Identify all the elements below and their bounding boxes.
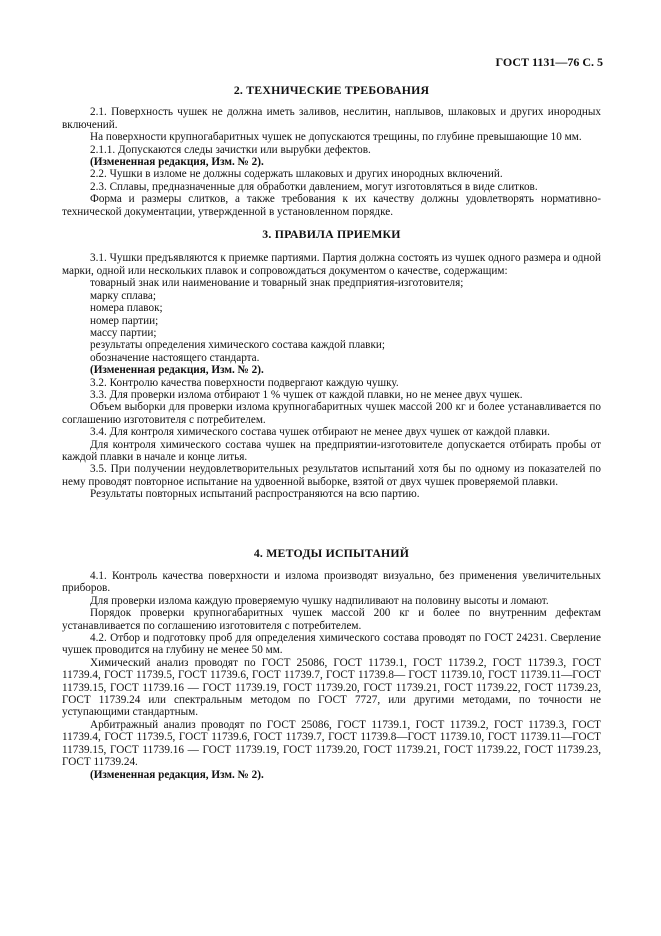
section-2-title: 2. ТЕХНИЧЕСКИЕ ТРЕБОВАНИЯ [233, 83, 430, 97]
paragraph: 2.1. Поверхность чушек не должна иметь заливов, неслитин, наплывов, шлаковых и других инородных включений. [62, 106, 601, 131]
list-item: результаты определения химического состава каждой плавки; [90, 339, 385, 352]
section-4-title: 4. МЕТОДЫ ИСПЫТАНИЙ [253, 545, 410, 560]
paragraph: На поверхности крупногабаритных чушек не допускаются трещины, по глубине превышающие 10 мм. [90, 131, 582, 144]
section-3-title: 3. ПРАВИЛА ПРИЕМКИ [262, 227, 401, 242]
paragraph: 2.3. Сплавы, предназначенные для обработки давлением, могут изготовляться в виде слитков. [90, 180, 538, 193]
running-header: ГОСТ 1131—76 С. 5 [495, 55, 603, 69]
paragraph: 4.1. Контроль качества поверхности и излома производят визуально, без применения увеличительных приборов. [62, 570, 601, 595]
list-item: номера плавок; [90, 302, 163, 315]
paragraph: Для проверки излома каждую проверяемую чушку надпиливают на половину высоты и ломают. [90, 594, 549, 607]
list-item: номер партии; [90, 314, 159, 327]
paragraph: 3.4. Для контроля химического состава чушек отбирают не менее двух чушек от каждой плавки. [90, 426, 550, 439]
list-item: обозначение настоящего стандарта. [90, 351, 260, 364]
list-item: марку сплава; [90, 289, 156, 302]
paragraph: Арбитражный анализ проводят по ГОСТ 25086, ГОСТ 11739.1, ГОСТ 11739.2, ГОСТ 11739.3, ГОСТ 11739.4, ГОСТ 11739.5, ГОСТ 11739.6, ГОСТ 11739.7, ГОСТ 11739.8—ГОСТ 11739.10, ГОСТ 11739.11—ГОСТ 11739.15, ГОСТ 11739.16 — ГОСТ 11739.19, ГОСТ 11739.20, ГОСТ 11739.21, ГОСТ 11739.22, ГОСТ 11739.23, ГОСТ 11739.24. [62, 718, 601, 769]
amendment-note: (Измененная редакция, Изм. № 2). [90, 364, 264, 377]
paragraph: 3.3. Для проверки излома отбирают 1 % чушек от каждой плавки, но не менее двух чушек. [90, 388, 523, 401]
paragraph: Объем выборки для проверки излома крупногабаритных чушек массой 200 кг и более устанавливается по соглашению изготовителя с потребителем. [62, 401, 601, 426]
list-item: массу партии; [90, 326, 157, 339]
paragraph: 2.2. Чушки в изломе не должны содержать шлаковых и других инородных включений. [90, 168, 503, 181]
paragraph: 3.1. Чушки предъявляются к приемке партиями. Партия должна состоять из чушек одного размера и одной марки, одной или нескольких плавок и сопровождаться документом о качестве, содержащим: [62, 252, 601, 277]
list-item: товарный знак или наименование и товарный знак предприятия-изготовителя; [90, 277, 464, 290]
paragraph: 2.1.1. Допускаются следы зачистки или вырубки дефектов. [90, 143, 371, 156]
paragraph: 3.5. При получении неудовлетворительных результатов испытаний хотя бы по одному из показателей по нему проводят повторное испытание на удвоенной выборке, взятой от двух чушек проверяемой плавки. [62, 463, 601, 488]
paragraph: Порядок проверки крупногабаритных чушек массой 200 кг и более по внутренним дефектам устанавливается по соглашению изготовителя с потребителем. [62, 607, 601, 632]
paragraph: 3.2. Контролю качества поверхности подвергают каждую чушку. [90, 376, 399, 389]
paragraph: Химический анализ проводят по ГОСТ 25086, ГОСТ 11739.1, ГОСТ 11739.2, ГОСТ 11739.3, ГОСТ 11739.4, ГОСТ 11739.5, ГОСТ 11739.6, ГОСТ 11739.7, ГОСТ 11739.8— ГОСТ 11739.10, ГОСТ 11739.11—ГОСТ 11739.15, ГОСТ 11739.16 — ГОСТ 11739.19, ГОСТ 11739.20, ГОСТ 11739.21, ГОСТ 11739.22, ГОСТ 11739.23, ГОСТ 11739.24 или спектральным методом по ГОСТ 7727, или другими методами, по точности не уступающими стандартным. [62, 656, 601, 719]
paragraph: Для контроля химического состава чушек на предприятии-изготовителе допускается отбирать пробы от каждой плавки в начале и конце литья. [62, 438, 601, 463]
paragraph: Форма и размеры слитков, а также требования к их качеству должны удовлетворять нормативно-технической документации, утвержденной в установленном порядке. [62, 193, 601, 218]
amendment-note: (Измененная редакция, Изм. № 2). [90, 768, 264, 781]
amendment-note: (Измененная редакция, Изм. № 2). [90, 156, 264, 169]
paragraph: Результаты повторных испытаний распространяются на всю партию. [90, 488, 420, 501]
paragraph: 4.2. Отбор и подготовку проб для определения химического состава проводят по ГОСТ 24231. Сверление чушек проводится на глубину не менее 50 мм. [62, 632, 601, 657]
